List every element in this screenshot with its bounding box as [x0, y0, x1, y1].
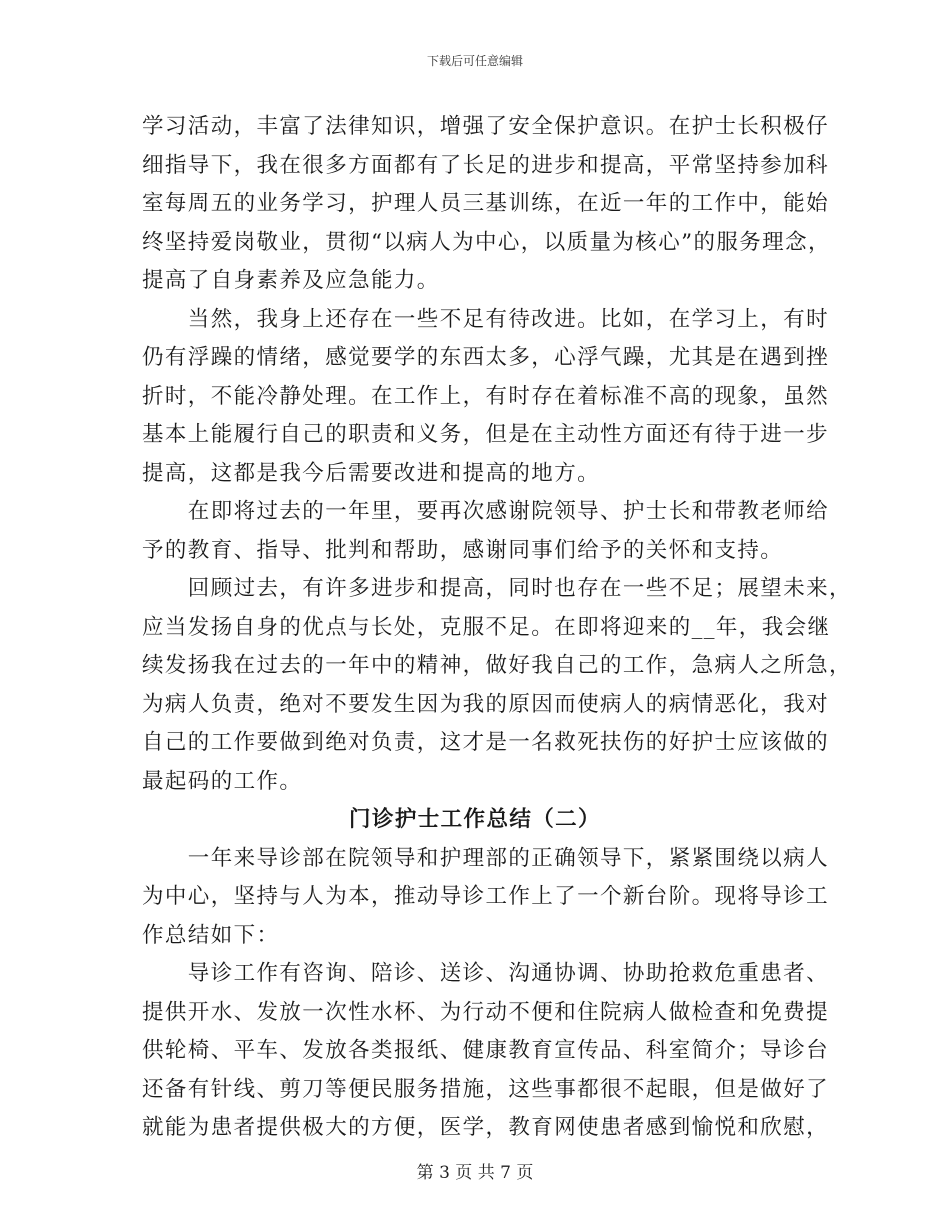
paragraph-line: 基本上能履行自己的职责和义务，但是在主动性方面还有待于进一步	[142, 422, 830, 447]
paragraph-line: 仍有浮躁的情绪，感觉要学的东西太多，心浮气躁，尤其是在遇到挫	[142, 345, 830, 370]
paragraph-line: 予的教育、指导、批判和帮助，感谢同事们给予的关怀和支持。	[142, 537, 784, 563]
paragraph-line: 为病人负责，绝对不要发生因为我的原因而使病人的病情恶化，我对	[142, 691, 830, 717]
paragraph-line: 自己的工作要做到绝对负责，这才是一名救死扶伤的好护士应该做的	[142, 730, 830, 755]
paragraph-line: 当然，我身上还存在一些不足有待改进。比如，在学习上，有时	[142, 306, 830, 332]
section-heading: 门诊护士工作总结（二）	[349, 807, 601, 832]
page-number: 第 3 页 共 7 页	[416, 1163, 534, 1183]
paragraph-line: 还备有针线、剪刀等便民服务措施，这些事都很不起眼，但是做好了	[142, 1076, 830, 1102]
paragraph-line: 续发扬我在过去的一年中的精神，做好我自己的工作，急病人之所急，	[142, 653, 852, 678]
paragraph-line: 供轮椅、平车、发放各类报纸、健康教育宣传品、科室简介；导诊台	[142, 1038, 830, 1063]
paragraph-line: 就能为患者提供极大的方便，医学，教育网使患者感到愉悦和欣慰，	[142, 1115, 830, 1140]
paragraph-line: 终坚持爱岗敬业，贯彻“以病人为中心，以质量为核心”的服务理念，	[142, 229, 831, 255]
paragraph-line: 为中心，坚持与人为本，推动导诊工作上了一个新台阶。现将导诊工	[142, 884, 830, 909]
paragraph-line: 作总结如下：	[142, 922, 280, 948]
document-body	[142, 108, 852, 1148]
paragraph-line: 折时，不能冷静处理。在工作上，有时存在着标准不高的现象，虽然	[142, 383, 830, 409]
paragraph-line: 提供开水、发放一次性水杯、为行动不便和住院病人做检查和免费提	[142, 999, 830, 1025]
paragraph-line: 提高，这都是我今后需要改进和提高的地方。	[142, 460, 601, 486]
paragraph-line: 回顾过去，有许多进步和提高，同时也存在一些不足；展望未来，	[142, 576, 852, 601]
paragraph-line: 应当发扬自身的优点与长处，克服不足。在即将迎来的__年，我会继	[142, 614, 831, 640]
paragraph-line: 一年来导诊部在院领导和护理部的正确领导下，紧紧围绕以病人	[142, 845, 830, 871]
paragraph-line: 提高了自身素养及应急能力。	[142, 268, 440, 293]
paragraph-line: 在即将过去的一年里，要再次感谢院领导、护士长和带教老师给	[142, 499, 830, 524]
paragraph-line: 学习活动，丰富了法律知识，增强了安全保护意识。在护士长积极仔	[142, 114, 830, 139]
paragraph-line: 细指导下，我在很多方面都有了长足的进步和提高，平常坚持参加科	[142, 152, 830, 178]
paragraph-line: 室每周五的业务学习，护理人员三基训练，在近一年的工作中，能始	[142, 191, 830, 216]
paragraph-line: 导诊工作有咨询、陪诊、送诊、沟通协调、协助抢救危重患者、	[142, 961, 830, 986]
page-header-note: 下载后可任意编辑	[426, 54, 523, 68]
paragraph-line: 最起码的工作。	[142, 768, 303, 794]
